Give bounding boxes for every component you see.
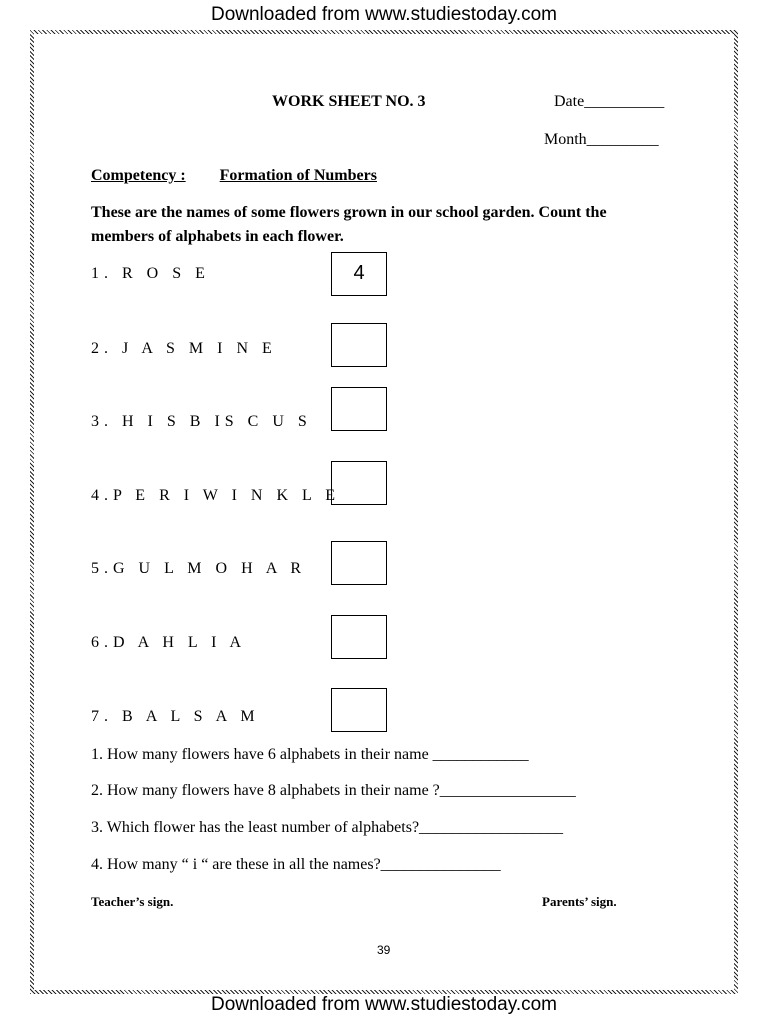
answer-box-rose: 4	[331, 252, 387, 296]
question-2: 2. How many flowers have 8 alphabets in their name ?_________________	[91, 782, 576, 799]
answer-box-hisbiscus	[331, 387, 387, 431]
page-number: 39	[377, 943, 391, 957]
flower-item-dahlia: 6.D A H L I A	[91, 634, 247, 651]
answer-box-periwinkle	[331, 461, 387, 505]
competency-label: Competency :	[91, 167, 186, 184]
teacher-sign-label: Teacher’s sign.	[91, 894, 174, 909]
download-banner-top: Downloaded from www.studiestoday.com	[210, 4, 558, 25]
parents-sign-label: Parents’ sign.	[542, 894, 617, 909]
answer-box-balsam	[331, 688, 387, 732]
answer-box-jasmine	[331, 323, 387, 367]
flower-item-periwinkle: 4.P E R I W I N K L E	[91, 487, 340, 504]
flower-item-hisbiscus: 3. H I S B IS C U S	[91, 413, 312, 430]
flower-item-balsam: 7. B A L S A M	[91, 708, 260, 725]
flower-item-jasmine: 2. J A S M I N E	[91, 340, 277, 357]
question-4: 4. How many “ i “ are these in all the names?_______________	[91, 856, 501, 873]
competency-value: Formation of Numbers	[219, 167, 377, 184]
instructions-line-2: members of alphabets in each flower.	[91, 228, 344, 245]
month-field: Month_________	[544, 131, 659, 148]
instructions-line-1: These are the names of some flowers grown in our school garden. Count the	[91, 204, 607, 221]
date-field: Date__________	[554, 93, 665, 110]
competency-heading	[91, 167, 377, 185]
answer-box-gulmohar	[331, 541, 387, 585]
question-1: 1. How many flowers have 6 alphabets in their name ____________	[91, 746, 529, 763]
flower-item-rose: 1. R O S E	[91, 265, 210, 282]
flower-item-gulmohar: 5.G U L M O H A R	[91, 560, 307, 577]
answer-box-dahlia	[331, 615, 387, 659]
question-3: 3. Which flower has the least number of alphabets?__________________	[91, 819, 564, 836]
download-banner-bottom: Downloaded from www.studiestoday.com	[210, 994, 558, 1015]
worksheet-title: WORK SHEET NO. 3	[272, 93, 426, 110]
